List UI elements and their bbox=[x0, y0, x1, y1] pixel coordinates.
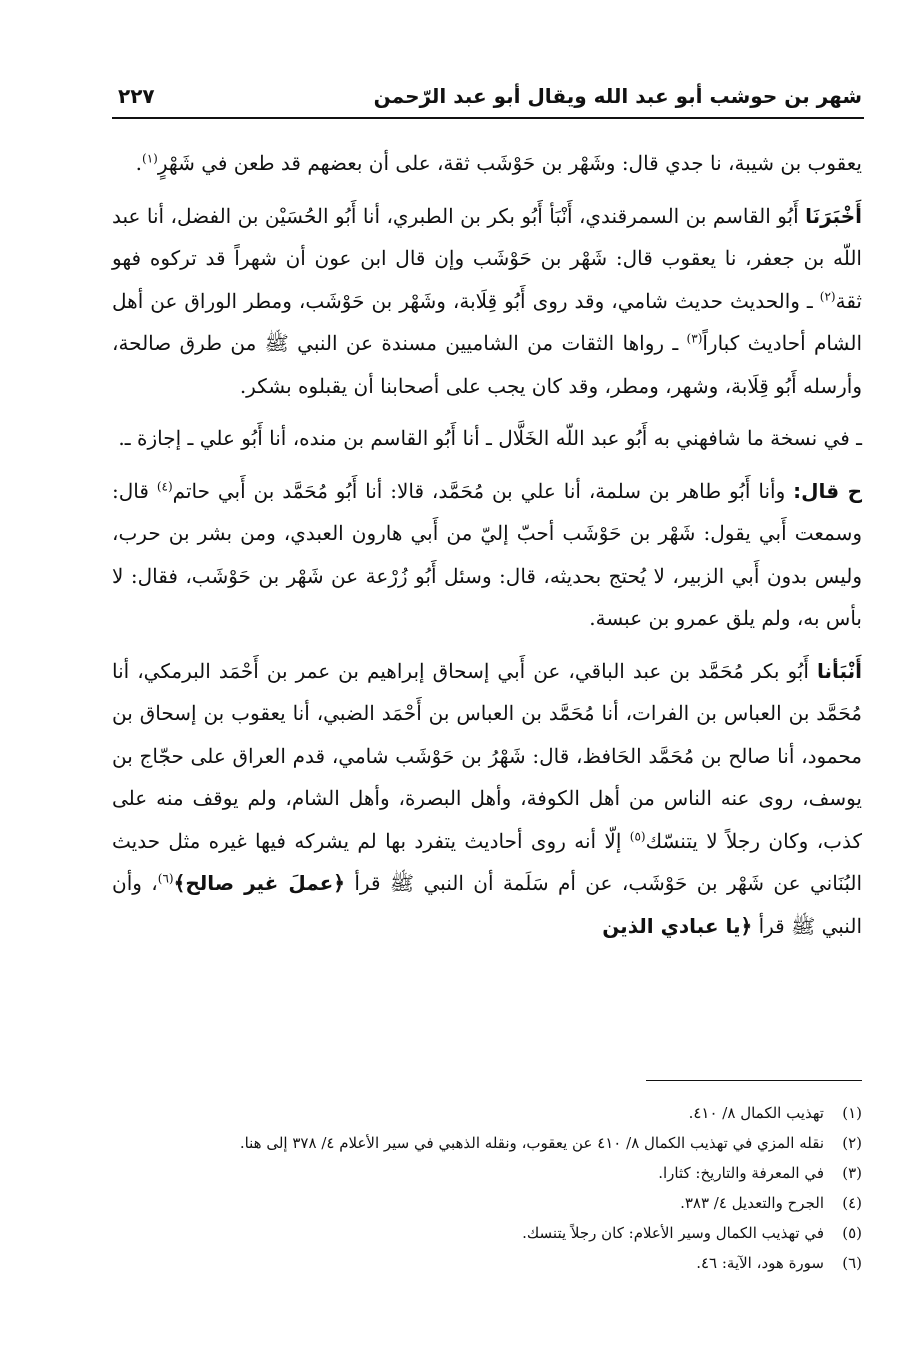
paragraph-5: أَنْبَأنا أَبُو بكر مُحَمَّد بن عبد الباقي، عن أَبي إسحاق إبراهيم بن عمر بن أَحْمَد البرمكي، أنا مُحَمَّد بن العباس بن الفرات، أنا مُحَمَّد بن العباس بن أَحْمَد الضبي، أنا يعقوب بن إسحاق بن محمود، أنا صالح بن مُحَمَّد الحَافظ، قال: شَهْرُ بن حَوْشَب شامي، قدم العراق على حجّاج بن يوسف، روى عنه الناس من أهل الكوفة، وأهل البصرة، وأهل الشام، ولم يوقف منه على كذب، وكان رجلاً لا يتنسّك$^{(٥)}$ إلّا أنه روى أحاديث يتفرد بها لم يشركه فيها غيره مثل حديث البُنَاني عن شَهْر بن حَوْشَب، عن أم سَلَمة أن النبي ﷺ قرأ ﴿عملَ غير صالح﴾$^{(٦)}$، وأن النبي ﷺ قرأ ﴿يا عبادي الذين bbox=[112, 658, 863, 938]
footnote-text: الجرح والتعديل ٤/ ٣٨٣. bbox=[680, 1194, 824, 1212]
paragraph-3: ـ في نسخة ما شافهني به أَبُو عبد اللّه الخَلَّال ـ أنا أَبُو القاسم بن منده، أنا أَبُو علي ـ إجازة ـ. bbox=[118, 426, 862, 450]
footnote-ref-3: (٣) bbox=[686, 331, 703, 346]
footnote-number: (٤) bbox=[842, 1194, 862, 1212]
paragraph-1: يعقوب بن شيبة، نا جدي قال: وشَهْر بن حَوْشَب ثقة، على أن بعضهم قد طعن في شَهْرٍ$^{(١)}$. bbox=[135, 151, 862, 175]
paragraph-lead: ح قال: bbox=[793, 478, 862, 503]
footnote-item bbox=[112, 1098, 862, 1128]
footnote-text: في المعرفة والتاريخ: كثارا. bbox=[658, 1164, 824, 1182]
footnote-text: نقله المزي في تهذيب الكمال ٨/ ٤١٠ عن يعقوب، ونقله الذهبي في سير الأعلام ٤/ ٣٧٨ إلى هنا. bbox=[239, 1134, 824, 1152]
running-head bbox=[118, 78, 862, 114]
footnote-item bbox=[112, 1128, 862, 1158]
footnotes bbox=[112, 1098, 862, 1278]
footnote-text: في تهذيب الكمال وسير الأعلام: كان رجلاً يتنسك. bbox=[522, 1224, 824, 1242]
footnote-item bbox=[112, 1158, 862, 1188]
quran-quote: ﴿عملَ غير صالح﴾ bbox=[173, 871, 345, 895]
footnote-ref-5: (٥) bbox=[629, 828, 646, 843]
footnote-item bbox=[112, 1218, 862, 1248]
header-rule bbox=[112, 117, 864, 119]
footnote-number: (٢) bbox=[842, 1134, 862, 1152]
quran-quote: ﴿يا عبادي الذين bbox=[602, 913, 753, 938]
paragraph-lead: أَنْبَأنا bbox=[816, 658, 862, 683]
footnote-number: (١) bbox=[842, 1104, 862, 1122]
footnote-number: (٦) bbox=[842, 1254, 862, 1272]
footnote-ref-1: (١) bbox=[142, 151, 158, 166]
page-number: ٢٢٧ bbox=[118, 84, 155, 108]
paragraph-4: ح قال: وأنا أَبُو طاهر بن سلمة، أنا علي بن مُحَمَّد، قالا: أنا أَبُو مُحَمَّد بن أَبي حاتم$^{(٤)}$ قال: وسمعت أَبي يقول: شَهْر بن حَوْشَب أحبّ إليّ من أَبي هارون العبدي، ومن بشر بن حرب، وليس بدون أَبي الزبير، لا يُحتج بحديثه، قال: وسئل أَبُو زُرْعة عن شَهْر بن حَوْشَب، فقال: لا بأس به، ولم يلق عمرو بن عبسة. bbox=[112, 478, 862, 630]
footnote-ref-6: (٦) bbox=[157, 871, 174, 886]
paragraph-2: أَخْبَرَنَا أَبُو القاسم بن السمرقندي، أَنْبَأ أَبُو بكر بن الطبري، أنا أَبُو الحُسَيْن بن الفضل، أنا عبد اللّه بن جعفر، نا يعقوب قال: شَهْر بن حَوْشَب وإن قال ابن عون أن شهراً قد تركوه فهو ثقة$^{(٢)}$ ـ والحديث حديث شامي، وقد روى أَبُو قِلَابة، وشَهْر بن حَوْشَب، ومطر الوراق عن أهل الشام أحاديث كباراً$^{(٣)}$ ـ رواها الثقات من الشاميين مسندة عن النبي ﷺ من طرق صالحة، وأرسله أَبُو قِلَابة، وشهر، ومطر، وقد كان يجب على أصحابنا أن يقبلوه بشكر. bbox=[112, 203, 862, 398]
paragraph-lead: أَخْبَرَنَا bbox=[805, 203, 862, 228]
footnote-rule bbox=[646, 1080, 862, 1081]
footnote-item bbox=[112, 1188, 862, 1218]
footnote-ref-4: (٤) bbox=[156, 478, 173, 493]
footnote-item bbox=[112, 1248, 862, 1278]
running-head-title: شهر بن حوشب أبو عبد الله ويقال أبو عبد الرّحمن bbox=[373, 84, 862, 108]
footnote-number: (٥) bbox=[842, 1224, 862, 1242]
main-text bbox=[112, 142, 862, 957]
footnote-text: تهذيب الكمال ٨/ ٤١٠. bbox=[688, 1104, 824, 1122]
footnote-ref-2: (٢) bbox=[819, 288, 836, 303]
footnote-number: (٣) bbox=[842, 1164, 862, 1182]
footnote-text: سورة هود، الآية: ٤٦. bbox=[696, 1254, 824, 1272]
